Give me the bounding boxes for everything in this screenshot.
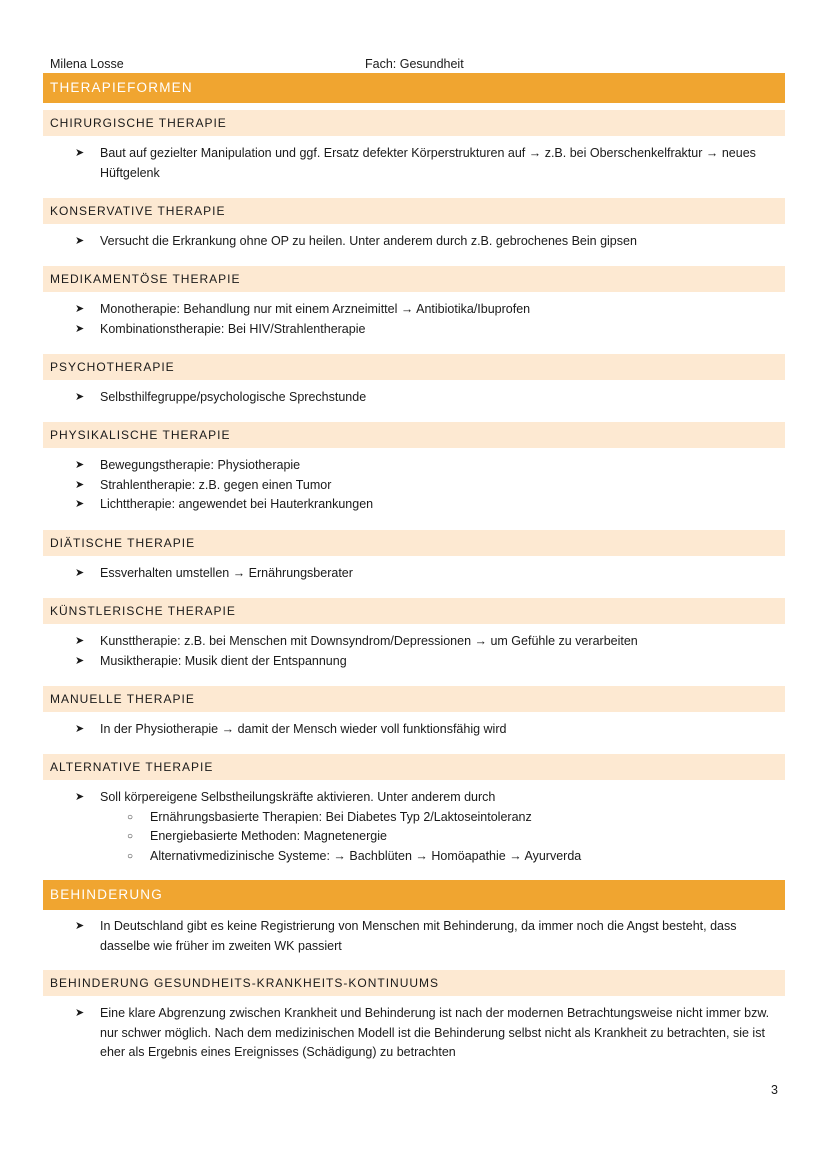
arrow-bullet-icon: ➤ — [75, 635, 85, 647]
list-psychotherapie — [43, 388, 785, 408]
arrow-bullet-icon: ➤ — [75, 791, 85, 803]
subject-label: Fach: Gesundheit — [365, 57, 464, 71]
list-behinderung — [43, 917, 785, 956]
arrow-bullet-icon: ➤ — [75, 567, 85, 579]
section-title-behinderung: BEHINDERUNG — [43, 880, 785, 910]
list-item: ➤ Selbsthilfegruppe/psychologische Sprechstunde — [43, 388, 785, 408]
list-item: ➤ Musiktherapie: Musik dient der Entspannung — [43, 652, 785, 672]
list-item: ➤ Essverhalten umstellen → Ernährungsberater — [43, 564, 785, 584]
heading-physikalische-therapie: PHYSIKALISCHE THERAPIE — [43, 422, 785, 448]
list-item: ➤ Soll körpereigene Selbstheilungskräfte aktivieren. Unter anderem durch ○ Ernährungsbasierte Therapien: Bei Diabetes Typ 2/Laktoseintoleranz ○ Energiebasierte Methoden: Magnetenergie ○ Alternativmedizinische Systeme: → Bachblüten → Homöapathie → Ayurverda — [43, 788, 785, 866]
arrow-bullet-icon: ➤ — [75, 654, 85, 667]
arrow-bullet-icon: ➤ — [75, 235, 85, 247]
list-physikalische — [43, 456, 785, 515]
section-title-therapieformen: THERAPIEFORMEN — [43, 73, 785, 103]
list-item: ➤ Strahlentherapie: z.B. gegen einen Tumor — [43, 476, 785, 496]
arrow-bullet-icon: ➤ — [75, 723, 85, 735]
heading-medikamentoese-therapie: MEDIKAMENTÖSE THERAPIE — [43, 266, 785, 292]
arrow-bullet-icon: ➤ — [75, 147, 85, 159]
list-item: ➤ Lichttherapie: angewendet bei Hauterkrankungen — [43, 495, 785, 515]
circle-bullet-icon: ○ — [127, 850, 134, 862]
document-header — [50, 57, 785, 73]
arrow-bullet-icon: ➤ — [75, 920, 85, 932]
list-kontinuum — [43, 1004, 785, 1063]
list-medikamentoese — [43, 300, 785, 339]
list-manuelle — [43, 720, 785, 740]
list-item: ➤ Versucht die Erkrankung ohne OP zu heilen. Unter anderem durch z.B. gebrochenes Bein gipsen — [43, 232, 785, 252]
list-kuenstlerische — [43, 632, 785, 671]
arrow-bullet-icon: ➤ — [75, 391, 85, 403]
list-konservative — [43, 232, 785, 252]
author-name: Milena Losse — [50, 57, 124, 71]
arrow-bullet-icon: ➤ — [75, 322, 85, 335]
arrow-bullet-icon: ➤ — [75, 303, 85, 315]
list-item: ➤ Baut auf gezielter Manipulation und ggf. Ersatz defekter Körperstrukturen auf → z.B. bei Oberschenkelfraktur → neues Hüftgelenk — [75, 146, 756, 180]
list-diaetische — [43, 564, 785, 584]
heading-diaetische-therapie: DIÄTISCHE THERAPIE — [43, 530, 785, 556]
sub-list-item: ○ Alternativmedizinische Systeme: → Bachblüten → Homöapathie → Ayurverda — [100, 847, 785, 867]
list-chirurgische — [43, 144, 785, 183]
list-item: ➤ Kunsttherapie: z.B. bei Menschen mit Downsyndrom/Depressionen → um Gefühle zu verarbeiten — [43, 632, 785, 652]
list-item: ➤ Eine klare Abgrenzung zwischen Krankheit und Behinderung ist nach der modernen Betrachtungsweise nicht immer bzw. nur schwer möglich. Nach dem medizinischen Modell ist die Behinderung selbst nicht als Krankheit zu betrachten, sie ist eher als Ergebnis eines Ereignisses (Schädigung) zu betrachten — [75, 1006, 770, 1059]
list-item: ➤ Monotherapie: Behandlung nur mit einem Arzneimittel → Antibiotika/Ibuprofen — [43, 300, 785, 320]
heading-konservative-therapie: KONSERVATIVE THERAPIE — [43, 198, 785, 224]
heading-kuenstlerische-therapie: KÜNSTLERISCHE THERAPIE — [43, 598, 785, 624]
circle-bullet-icon: ○ — [127, 831, 134, 842]
sub-list-item: ○ Ernährungsbasierte Therapien: Bei Diabetes Typ 2/Laktoseintoleranz — [100, 808, 785, 828]
arrow-bullet-icon: ➤ — [75, 478, 85, 491]
arrow-bullet-icon: ➤ — [75, 1007, 85, 1019]
circle-bullet-icon: ○ — [127, 811, 134, 823]
heading-manuelle-therapie: MANUELLE THERAPIE — [43, 686, 785, 712]
list-item: ➤ In der Physiotherapie → damit der Mensch wieder voll funktionsfähig wird — [43, 720, 785, 740]
arrow-bullet-icon: ➤ — [75, 459, 85, 471]
sublist-alternative — [100, 808, 785, 867]
page-number: 3 — [771, 1083, 778, 1097]
list-item: ➤ Kombinationstherapie: Bei HIV/Strahlentherapie — [43, 320, 785, 340]
sub-list-item: ○ Energiebasierte Methoden: Magnetenergie — [100, 827, 785, 847]
heading-chirurgische-therapie: CHIRURGISCHE THERAPIE — [43, 110, 785, 136]
list-item: ➤ Bewegungstherapie: Physiotherapie — [43, 456, 785, 476]
list-item: ➤ In Deutschland gibt es keine Registrierung von Menschen mit Behinderung, da immer noch die Angst besteht, dass dasselbe wie früher im zweiten WK passiert — [75, 919, 737, 953]
heading-psychotherapie: PSYCHOTHERAPIE — [43, 354, 785, 380]
list-alternative — [43, 788, 785, 866]
arrow-bullet-icon: ➤ — [75, 498, 85, 510]
heading-alternative-therapie: ALTERNATIVE THERAPIE — [43, 754, 785, 780]
heading-gesundheits-krankheits-kontinuum: BEHINDERUNG GESUNDHEITS-KRANKHEITS-KONTINUUMS — [43, 970, 785, 996]
